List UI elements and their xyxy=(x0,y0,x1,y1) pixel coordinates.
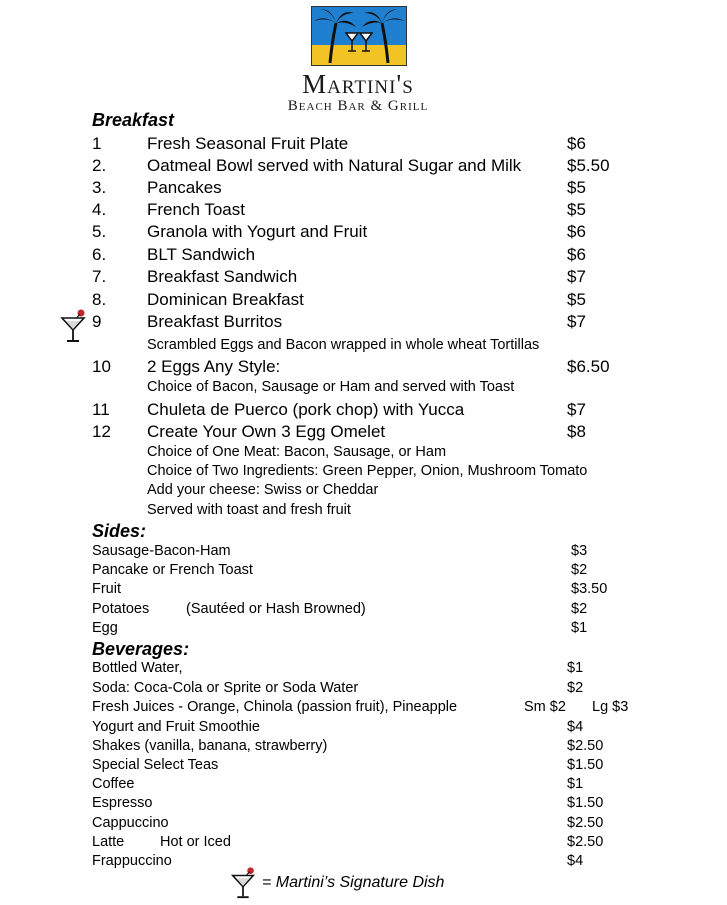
menu-item xyxy=(0,245,727,267)
item-number: 5. xyxy=(92,222,107,241)
side-note: (Sautéed or Hash Browned) xyxy=(186,601,366,617)
beverage-item xyxy=(0,680,727,699)
beverage-price: $1.50 xyxy=(567,795,604,811)
item-name: Breakfast Burritos xyxy=(147,312,283,331)
item-name: 2 Eggs Any Style: xyxy=(147,357,281,376)
beverage-item xyxy=(0,795,727,814)
item-description: Scrambled Eggs and Bacon wrapped in whole wheat Tortillas xyxy=(147,337,540,353)
item-price: $6.50 xyxy=(567,357,610,376)
beverage-name: Cappuccino xyxy=(92,815,169,831)
side-name: Sausage-Bacon-Ham xyxy=(92,543,231,559)
beverage-name: Bottled Water, xyxy=(92,660,183,676)
side-item xyxy=(0,601,727,620)
item-price: $7 xyxy=(567,267,586,286)
item-number: 3. xyxy=(92,178,107,197)
legend xyxy=(230,866,445,900)
item-price: $5.50 xyxy=(567,156,610,175)
beverage-price: $1.50 xyxy=(567,757,604,773)
beverage-name: Yogurt and Fruit Smoothie xyxy=(92,719,260,735)
side-name: Pancake or French Toast xyxy=(92,562,253,578)
beverage-name: Espresso xyxy=(92,795,153,811)
beverage-price: $1 xyxy=(567,660,584,676)
side-item xyxy=(0,620,727,639)
beverage-item xyxy=(0,719,727,738)
menu-item xyxy=(0,312,727,334)
beverage-item xyxy=(0,834,727,853)
beverage-price-large: Lg $3 xyxy=(592,699,629,715)
item-price: $5 xyxy=(567,178,586,197)
side-name: Fruit xyxy=(92,581,121,597)
beverage-note: Hot or Iced xyxy=(160,834,231,850)
menu-item xyxy=(0,200,727,222)
menu-item xyxy=(0,267,727,289)
signature-martini-icon xyxy=(230,866,256,900)
beverage-price-small: Sm $2 xyxy=(524,699,566,715)
brand-name: Martini's xyxy=(302,69,414,99)
side-name: Potatoes xyxy=(92,601,150,617)
item-number: 8. xyxy=(92,290,107,309)
item-name: Fresh Seasonal Fruit Plate xyxy=(147,134,349,153)
item-number: 7. xyxy=(92,267,107,286)
item-number: 9 xyxy=(92,312,102,331)
item-name: Pancakes xyxy=(147,178,222,197)
item-price: $7 xyxy=(567,400,586,419)
beverage-item xyxy=(0,776,727,795)
item-price: $5 xyxy=(567,200,586,219)
beverage-price: $2.50 xyxy=(567,834,604,850)
menu-item xyxy=(0,422,727,444)
sides-title: Sides: xyxy=(92,521,147,541)
beverage-name: Coffee xyxy=(92,776,135,792)
beverage-item xyxy=(0,815,727,834)
beverage-item xyxy=(0,699,727,718)
item-number: 11 xyxy=(92,400,110,419)
beverage-item xyxy=(0,738,727,757)
beverage-price: $4 xyxy=(567,853,584,869)
item-description: Choice of Bacon, Sausage or Ham and served with Toast xyxy=(147,379,515,395)
menu-item xyxy=(0,357,727,379)
side-item xyxy=(0,581,727,600)
beverage-name: Soda: Coca-Cola or Sprite or Soda Water xyxy=(92,680,359,696)
breakfast-title: Breakfast xyxy=(92,110,175,130)
item-number: 1 xyxy=(92,134,102,153)
beverage-name: Frappuccino xyxy=(92,853,172,869)
beverages-title: Beverages: xyxy=(92,639,190,659)
beverage-price: $4 xyxy=(567,719,584,735)
menu-item xyxy=(0,156,727,178)
beverage-name: Latte xyxy=(92,834,125,850)
item-name: Granola with Yogurt and Fruit xyxy=(147,222,368,241)
brand-subtitle: Beach Bar & Grill xyxy=(287,98,429,114)
item-name: BLT Sandwich xyxy=(147,245,256,264)
side-price: $1 xyxy=(571,620,588,636)
item-name: Chuleta de Puerco (pork chop) with Yucca xyxy=(147,400,465,419)
side-price: $3 xyxy=(571,543,588,559)
item-name: Oatmeal Bowl served with Natural Sugar and Milk xyxy=(147,156,522,175)
menu-item xyxy=(0,290,727,312)
beverage-item xyxy=(0,757,727,776)
item-name: Breakfast Sandwich xyxy=(147,267,298,286)
side-item xyxy=(0,543,727,562)
item-price: $6 xyxy=(567,134,586,153)
menu-item xyxy=(0,134,727,156)
item-number: 6. xyxy=(92,245,107,264)
beverage-name: Fresh Juices - Orange, Chinola (passion fruit), Pineapple xyxy=(92,699,458,715)
item-number: 2. xyxy=(92,156,107,175)
side-item xyxy=(0,562,727,581)
item-price: $6 xyxy=(567,245,586,264)
side-price: $2 xyxy=(571,601,588,617)
beverage-name: Shakes (vanilla, banana, strawberry) xyxy=(92,738,328,754)
item-name: Dominican Breakfast xyxy=(147,290,304,309)
item-price: $8 xyxy=(567,422,586,441)
item-description: Served with toast and fresh fruit xyxy=(147,502,351,518)
item-description: Choice of One Meat: Bacon, Sausage, or Ham xyxy=(147,444,447,460)
side-price: $3.50 xyxy=(571,581,608,597)
beverage-price: $2 xyxy=(567,680,584,696)
beverage-item xyxy=(0,660,727,679)
menu-item xyxy=(0,222,727,244)
legend-text: = Martini’s Signature Dish xyxy=(262,874,445,891)
item-number: 4. xyxy=(92,200,107,219)
item-price: $7 xyxy=(567,312,586,331)
menu-item xyxy=(0,178,727,200)
side-price: $2 xyxy=(571,562,588,578)
beverage-price: $2.50 xyxy=(567,738,604,754)
item-number: 10 xyxy=(92,357,111,376)
menu-item xyxy=(0,400,727,422)
beverage-price: $2.50 xyxy=(567,815,604,831)
item-price: $6 xyxy=(567,222,586,241)
beverage-item xyxy=(0,853,727,872)
item-description: Choice of Two Ingredients: Green Pepper, Onion, Mushroom Tomato xyxy=(147,463,588,479)
beverage-name: Special Select Teas xyxy=(92,757,219,773)
beverage-price: $1 xyxy=(567,776,584,792)
item-number: 12 xyxy=(92,422,111,441)
item-price: $5 xyxy=(567,290,586,309)
side-name: Egg xyxy=(92,620,118,636)
brand xyxy=(268,70,448,115)
brand-logo xyxy=(311,6,407,66)
item-name: French Toast xyxy=(147,200,245,219)
item-description: Add your cheese: Swiss or Cheddar xyxy=(147,482,379,498)
item-name: Create Your Own 3 Egg Omelet xyxy=(147,422,386,441)
palm-trees-martini-icon xyxy=(312,7,406,65)
